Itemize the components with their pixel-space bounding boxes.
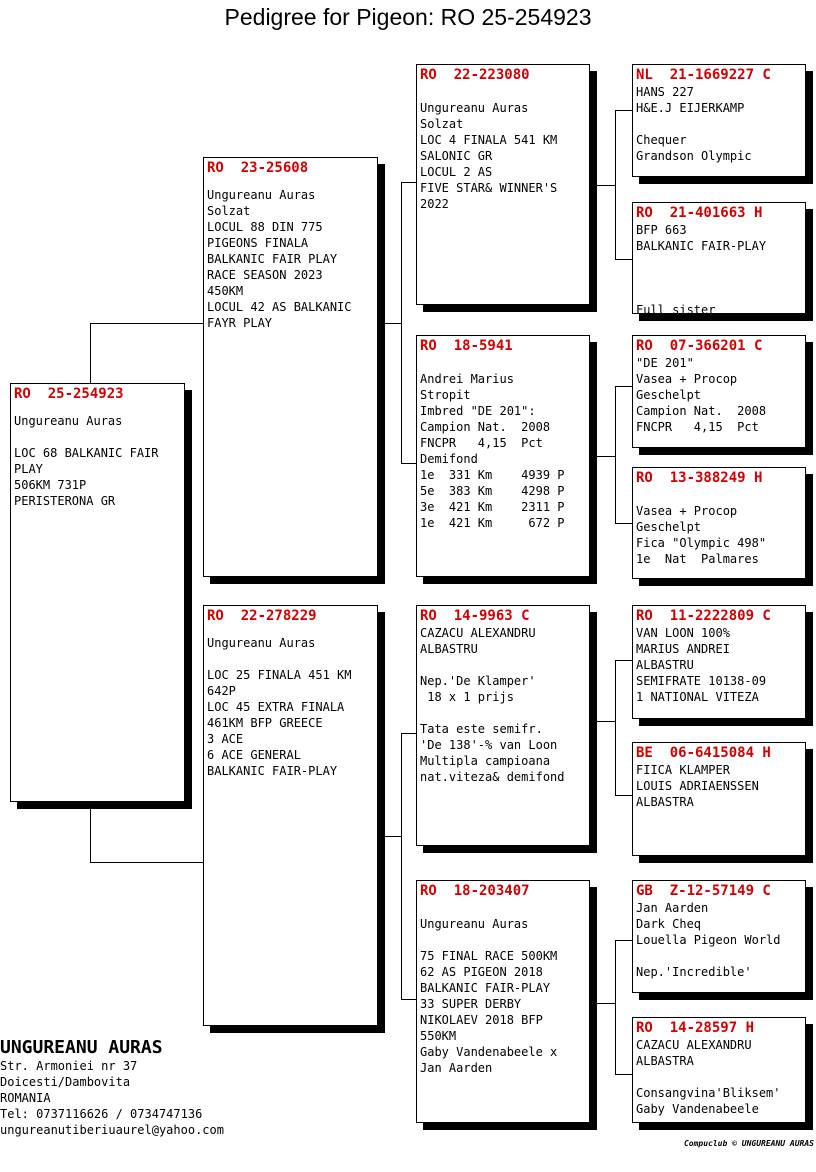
pigeon-card-sire[interactable]	[203, 157, 378, 577]
ring-number: RO 18-5941	[420, 338, 513, 354]
footer-credit: Compuclub © UNGUREANU AURAS	[683, 1139, 814, 1148]
connector	[589, 721, 615, 722]
pigeon-card-dam-dam[interactable]	[416, 880, 590, 1123]
page-title: Pedigree for Pigeon: RO 25-254923	[224, 4, 592, 30]
pigeon-card-sire-sire[interactable]	[416, 64, 590, 305]
pigeon-notes: HANS 227 H&E.J EIJERKAMP Chequer Grandson Olympic	[636, 85, 752, 163]
pigeon-notes: CAZACU ALEXANDRU ALBASTRA Consangvina'Bliksem' Gaby Vandenabeele	[636, 1038, 781, 1116]
connector	[615, 1074, 633, 1075]
connector	[615, 660, 633, 661]
connector	[401, 733, 402, 1000]
pigeon-card-ddd[interactable]	[632, 1017, 806, 1123]
connector	[401, 999, 417, 1000]
ring-number: BE 06-6415084 H	[636, 745, 771, 761]
connector	[90, 862, 204, 863]
pigeon-notes: Ungureanu Auras LOC 68 BALKANIC FAIR PLAY 506KM 731P PERISTERONA GR	[14, 414, 159, 508]
ring-number: RO 25-254923	[14, 386, 124, 402]
connector	[589, 185, 615, 186]
ring-number: RO 14-9963 C	[420, 608, 530, 624]
ring-number: RO 11-2222809 C	[636, 608, 771, 624]
pigeon-card-dam[interactable]	[203, 605, 378, 1026]
pigeon-notes: BFP 663 BALKANIC FAIR-PLAY Full sister	[636, 223, 767, 314]
connector	[615, 940, 633, 941]
pigeon-card-ssd[interactable]	[632, 202, 806, 314]
pigeon-notes: Jan Aarden Dark Cheq Louella Pigeon World Nep.'Incredible'	[636, 901, 781, 979]
connector	[615, 386, 616, 524]
pigeon-card-sss[interactable]	[632, 64, 806, 177]
connector	[377, 836, 401, 837]
ring-number: RO 22-223080	[420, 67, 530, 83]
ring-number: GB Z-12-57149 C	[636, 883, 771, 899]
pigeon-notes: Ungureanu Auras LOC 25 FINALA 451 KM 642P LOC 45 EXTRA FINALA 461KM BFP GREECE 3 ACE 6 ACE GENERAL BALKANIC FAIR-PLAY	[207, 636, 352, 778]
connector	[589, 456, 615, 457]
connector	[615, 386, 633, 387]
connector	[615, 110, 616, 260]
pigeon-notes: Ungureanu Auras Solzat LOC 4 FINALA 541 KM SALONIC GR LOCUL 2 AS FIVE STAR& WINNER'S 2022	[420, 101, 558, 211]
pigeon-card-dss[interactable]	[632, 605, 806, 719]
ring-number: RO 13-388249 H	[636, 470, 763, 486]
pigeon-card-sire-dam[interactable]	[416, 335, 590, 577]
owner-street: Str. Armoniei nr 37	[0, 1059, 138, 1073]
ring-number: RO 22-278229	[207, 608, 317, 624]
pigeon-card-sdd[interactable]	[632, 467, 806, 579]
pigeon-notes: Vasea + Procop Geschelpt Fica "Olympic 498" 1e Nat Palmares	[636, 504, 767, 566]
pigeon-notes: Ungureanu Auras 75 FINAL RACE 500KM 62 AS PIGEON 2018 BALKANIC FAIR-PLAY 33 SUPER DERBY NIKOLAEV 2018 BFP 550KM Gaby Vandenabeele x Jan Aarden	[420, 917, 558, 1075]
connector	[615, 940, 616, 1075]
pigeon-notes: FIICA KLAMPER LOUIS ADRIAENSSEN ALBASTRA	[636, 763, 759, 809]
pigeon-card-dam-sire[interactable]	[416, 605, 590, 846]
connector	[615, 259, 633, 260]
pigeon-notes: Andrei Marius Stropit Imbred "DE 201": Campion Nat. 2008 FNCPR 4,15 Pct Demifond 1e 331 Km 4939 P 5e 383 Km 4298 P 3e 421 Km 2311 P 1e 421 Km 672 P	[420, 372, 565, 530]
pigeon-card-sds[interactable]	[632, 335, 806, 448]
connector	[401, 182, 402, 464]
connector	[589, 1003, 615, 1004]
ring-number: RO 18-203407	[420, 883, 530, 899]
owner-info	[0, 1037, 224, 1138]
pigeon-card-dsd[interactable]	[632, 742, 806, 856]
pigeon-notes: CAZACU ALEXANDRU ALBASTRU Nep.'De Klamper' 18 x 1 prijs Tata este semifr. 'De 138'-% van Loon Multipla campioana nat.viteza& demifond	[420, 626, 565, 784]
owner-country: ROMANIA	[0, 1091, 51, 1105]
connector	[615, 110, 633, 111]
connector	[401, 463, 417, 464]
connector	[90, 323, 204, 324]
pigeon-notes: VAN LOON 100% MARIUS ANDREI ALBASTRU SEMIFRATE 10138-09 1 NATIONAL VITEZA	[636, 626, 767, 704]
owner-city: Doicesti/Dambovita	[0, 1075, 131, 1089]
connector	[90, 323, 91, 383]
connector	[90, 801, 91, 863]
pigeon-card-dds[interactable]	[632, 880, 806, 993]
connector	[401, 733, 417, 734]
ring-number: RO 23-25608	[207, 160, 309, 176]
pigeon-card-subject[interactable]	[10, 383, 185, 802]
connector	[377, 323, 401, 324]
ring-number: RO 07-366201 C	[636, 338, 763, 354]
pigeon-notes: Ungureanu Auras Solzat LOCUL 88 DIN 775 PIGEONS FINALA BALKANIC FAIR PLAY RACE SEASON 2023 450KM LOCUL 42 AS BALKANIC FAYR PLAY	[207, 188, 352, 330]
owner-name: UNGUREANU AURAS	[0, 1037, 163, 1058]
pigeon-notes: "DE 201" Vasea + Procop Geschelpt Campion Nat. 2008 FNCPR 4,15 Pct	[636, 356, 767, 434]
connector	[615, 660, 616, 796]
owner-email[interactable]: ungureanutiberiuaurel@yahoo.com	[0, 1123, 224, 1137]
connector	[401, 182, 417, 183]
ring-number: NL 21-1669227 C	[636, 67, 771, 83]
owner-phone: Tel: 0737116626 / 0734747136	[0, 1107, 203, 1121]
ring-number: RO 21-401663 H	[636, 205, 763, 221]
connector	[615, 795, 633, 796]
ring-number: RO 14-28597 H	[636, 1020, 755, 1036]
connector	[615, 523, 633, 524]
